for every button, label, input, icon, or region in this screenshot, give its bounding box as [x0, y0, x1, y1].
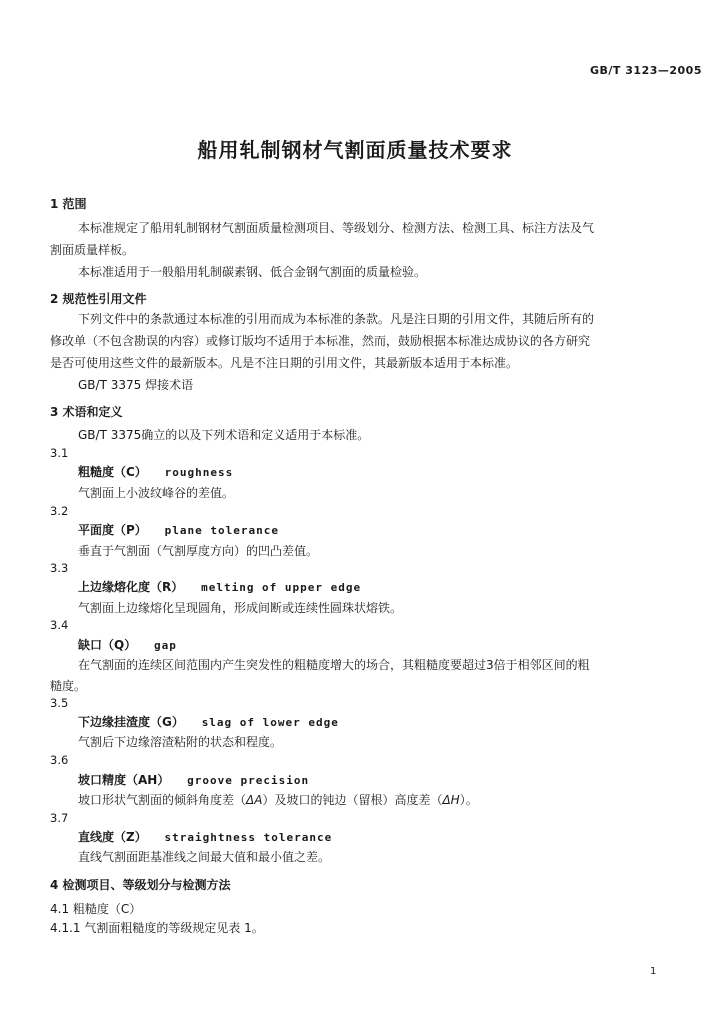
section-1-text: 本标准适用于一般船用轧制碳素钢、低合金钢气割面的质量检验。 — [78, 265, 427, 279]
term-zh: 上边缘熔化度（R） — [78, 580, 184, 594]
term-en: groove precision — [187, 774, 310, 787]
term-number: 3.4 — [50, 618, 69, 632]
section-2-text: 下列文件中的条款通过本标准的引用而成为本标准的条款。凡是注日期的引用文件，其随后所有的 — [78, 312, 595, 326]
term-definition: 直线气割面距基准线之间最大值和最小值之差。 — [78, 850, 331, 864]
term-title — [78, 828, 332, 845]
section-2-text: 是否可使用这些文件的最新版本。凡是不注日期的引用文件，其最新版本适用于本标准。 — [50, 356, 519, 370]
term-number: 3.6 — [50, 753, 69, 767]
section-1-text: 割面质量样板。 — [50, 243, 135, 257]
term-definition: 气割后下边缘溶渣粘附的状态和程度。 — [78, 735, 283, 749]
definition-text: ）。 — [459, 793, 478, 807]
term-en: slag of lower edge — [201, 716, 339, 729]
section-2-heading: 2 规范性引用文件 — [50, 292, 147, 306]
term-definition: 垂直于气割面（气割厚度方向）的凹凸差值。 — [78, 544, 319, 558]
term-number: 3.1 — [50, 446, 69, 460]
page-title: 船用轧制钢材气割面质量技术要求 — [197, 138, 513, 162]
term-title — [78, 463, 233, 480]
section-1-text: 本标准规定了船用轧制钢材气割面质量检测项目、等级划分、检测方法、检测工具、标注方法及气 — [78, 221, 595, 235]
subsection-heading: 4.1 粗糙度（C） — [50, 902, 142, 916]
section-4-heading: 4 检测项目、等级划分与检测方法 — [50, 878, 231, 892]
term-title — [78, 636, 177, 653]
term-number: 3.7 — [50, 811, 69, 825]
section-3-intro: GB/T 3375确立的以及下列术语和定义适用于本标准。 — [78, 428, 370, 442]
term-en: plane tolerance — [164, 524, 279, 537]
term-en: straightness tolerance — [164, 831, 333, 844]
definition-text: ）及坡口的钝边（留根）高度差（ — [262, 793, 443, 807]
section-2-text: 修改单（不包含勘误的内容）或修订版均不适用于本标准，然而，鼓励根据本标准达成协议的各方研究 — [50, 334, 591, 348]
term-zh: 坡口精度（AH） — [78, 773, 170, 787]
term-en: melting of upper edge — [201, 581, 362, 594]
term-title — [78, 713, 339, 730]
term-number: 3.5 — [50, 696, 69, 710]
term-number: 3.2 — [50, 504, 69, 518]
term-title — [78, 521, 279, 538]
term-zh: 平面度（P） — [78, 523, 147, 537]
term-zh: 缺口（Q） — [78, 638, 137, 652]
section-3-heading: 3 术语和定义 — [50, 405, 123, 419]
subsection-text: 4.1.1 气割面粗糙度的等级规定见表 1。 — [50, 921, 264, 935]
delta-h-symbol: ΔH — [442, 793, 460, 807]
reference-item: GB/T 3375 焊接术语 — [78, 378, 194, 392]
term-title — [78, 578, 361, 595]
term-zh: 直线度（Z） — [78, 830, 147, 844]
term-definition: 糙度。 — [50, 679, 87, 693]
term-definition: 气割面上边缘熔化呈现圆角，形成间断或连续性圆珠状熔铁。 — [78, 601, 403, 615]
term-definition: 在气割面的连续区间范围内产生突发性的粗糙度增大的场合，其粗糙度要超过3倍于相邻区间的粗 — [78, 658, 590, 672]
term-definition: 气割面上小波纹峰谷的差值。 — [78, 486, 235, 500]
term-number: 3.3 — [50, 561, 69, 575]
page-number: 1 — [650, 966, 657, 977]
term-definition — [78, 791, 478, 808]
term-title — [78, 771, 309, 788]
term-en: roughness — [164, 466, 234, 479]
definition-text: 坡口形状气割面的倾斜角度差（ — [78, 793, 247, 807]
section-1-heading: 1 范围 — [50, 197, 87, 211]
delta-a-symbol: ΔA — [246, 793, 263, 807]
term-en: gap — [154, 639, 177, 652]
term-zh: 下边缘挂渣度（G） — [78, 715, 184, 729]
term-zh: 粗糙度（C） — [78, 465, 147, 479]
standard-number: GB/T 3123—2005 — [590, 64, 702, 77]
